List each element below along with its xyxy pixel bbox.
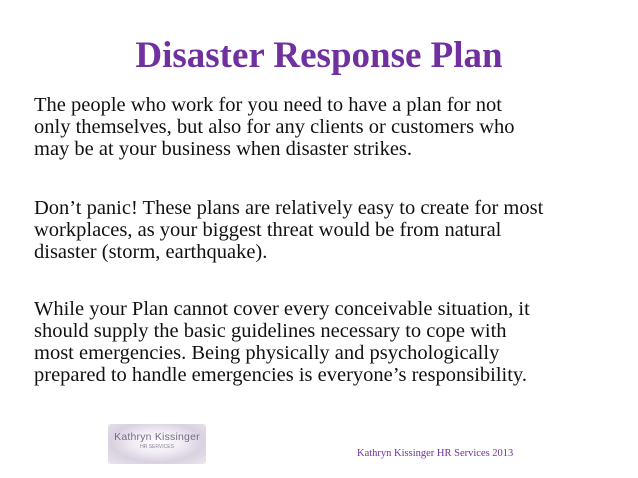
paragraph-line: most emergencies. Being physically and psychologically [34,342,500,364]
paragraph-line: only themselves, but also for any clients or customers who [34,116,515,138]
paragraph-dont-panic [34,197,624,263]
company-logo [108,424,206,464]
paragraph-plan-for-everyone [34,94,624,160]
slide-title: Disaster Response Plan [135,35,503,76]
paragraph-line: should supply the basic guidelines necessary to cope with [34,320,507,342]
paragraph-line: may be at your business when disaster strikes. [34,138,413,160]
paragraph-line: prepared to handle emergencies is everyone’s responsibility. [34,364,527,386]
paragraph-line: Don’t panic! These plans are relatively easy to create for most [34,197,544,219]
paragraph-line: While your Plan cannot cover every conceivable situation, it [34,298,530,320]
logo-name: Kathryn Kissinger [114,431,200,443]
footer-text: Kathryn Kissinger HR Services 2013 [357,448,514,459]
paragraph-line: disaster (storm, earthquake). [34,241,268,263]
paragraph-line: workplaces, as your biggest threat would be from natural [34,219,502,241]
logo-subtitle: HR SERVICES [140,444,174,450]
paragraph-line: The people who work for you need to have a plan for not [34,94,502,116]
paragraph-plan-limits [34,298,624,386]
